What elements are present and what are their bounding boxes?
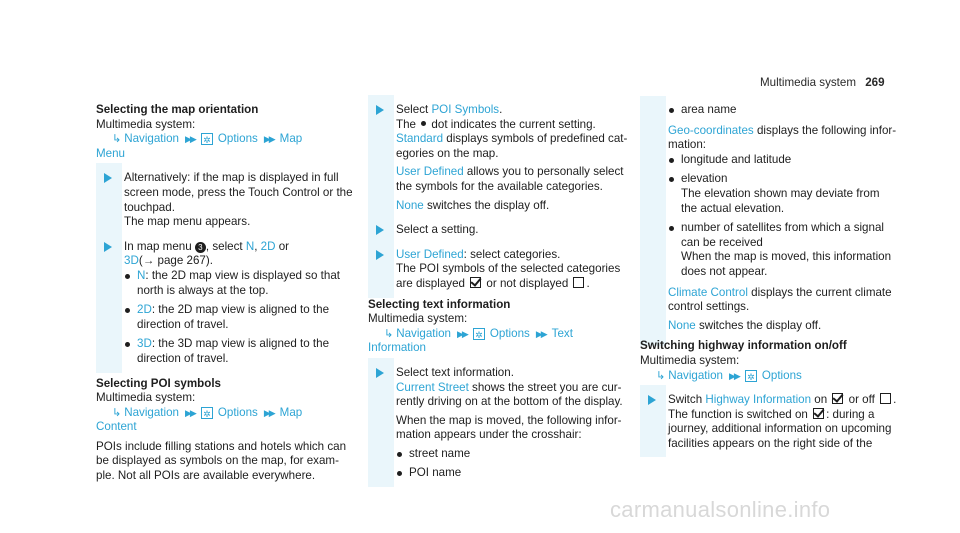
nav-path-menu: Menu — [96, 146, 126, 160]
gear-icon: ✲ — [745, 370, 757, 382]
multimedia-system-label: Multimedia system: — [96, 391, 196, 405]
step-arrow-icon — [648, 395, 656, 405]
unchecked-box-icon — [573, 277, 584, 288]
heading-map-orientation: Selecting the map orientation — [96, 103, 259, 116]
step-select-text-information: Select text information. Current Street shows the street you are cur- rently driving on at the bottom of the display. When the map is moved, the following infor- mation appears under the crosshair: street name POI name — [368, 366, 630, 481]
step-switch-highway-information: Switch Highway Information on or off . The function is switched on : during a journey, additional information on upcoming facilities appears on the right side of the — [640, 393, 908, 451]
double-chevron-icon: ▶▶ — [185, 134, 195, 145]
heading-highway-information: Switching highway information on/off — [640, 339, 847, 353]
list-item: N: the 2D map view is displayed so that north is always at the top. — [124, 269, 358, 298]
return-arrow-icon: ↳ — [384, 327, 394, 340]
list-item: longitude and latitude — [668, 153, 908, 168]
step-arrow-icon — [376, 250, 384, 260]
checked-box-icon — [832, 393, 843, 404]
multimedia-system-label: Multimedia system: — [368, 312, 468, 326]
list-item: 3D: the 3D map view is aligned to the direction of travel. — [124, 337, 358, 366]
gear-icon: ✲ — [473, 328, 485, 340]
nav-path-options: ↳ Navigation ▶▶ ✲ Options — [656, 368, 802, 382]
double-chevron-icon: ▶▶ — [263, 134, 274, 145]
double-chevron-icon: ▶▶ — [535, 328, 546, 339]
dot-icon — [421, 121, 426, 126]
gear-icon: ✲ — [201, 407, 213, 419]
step-arrow-icon — [376, 225, 384, 235]
page-header-title: Multimedia system — [760, 76, 856, 89]
unchecked-box-icon — [880, 393, 891, 404]
nav-path-content: Content — [96, 420, 137, 434]
multimedia-system-label: Multimedia system: — [96, 117, 196, 131]
map-view-options — [124, 269, 358, 367]
list-item: street name — [396, 447, 630, 462]
page-number: 269 — [865, 76, 885, 89]
gear-icon: ✲ — [201, 133, 213, 145]
watermark: carmanualsonline.info — [610, 497, 831, 522]
double-chevron-icon: ▶▶ — [457, 328, 467, 339]
step-arrow-icon — [104, 242, 112, 252]
checked-box-icon — [813, 408, 824, 419]
list-item: area name — [668, 103, 908, 118]
nav-path-map-content: ↳ Navigation ▶▶ ✲ Options ▶▶ Map — [112, 405, 303, 419]
poi-paragraph: POIs include filling stations and hotels which can be displayed as symbols on the map, for exam- ple. Not all POIs are available everywhere. — [96, 439, 347, 483]
double-chevron-icon: ▶▶ — [263, 407, 274, 418]
heading-text-information: Selecting text information — [368, 297, 511, 311]
column-2 — [368, 103, 630, 481]
step-user-defined: User Defined: select categories. The POI symbols of the selected categories are displayed or not displayed . — [368, 248, 630, 292]
nav-path-map-menu: ↳ Navigation ▶▶ ✲ Options ▶▶ Map — [112, 132, 303, 146]
step-select-poi-symbols: Select POI Symbols. The dot indicates the current setting. Standard displays symbols of predefined cat- egories on the map. User Defined allows you to personally select the symbols for the available categories. None switches the display off. — [368, 103, 630, 213]
list-item: POI name — [396, 466, 630, 481]
return-arrow-icon: ↳ — [112, 406, 122, 419]
return-arrow-icon: ↳ — [656, 369, 666, 382]
multimedia-system-label: Multimedia system: — [640, 353, 740, 367]
page-header — [760, 76, 934, 91]
list-item: 2D: the 2D map view is aligned to the direction of travel. — [124, 303, 358, 332]
double-chevron-icon: ▶▶ — [185, 407, 195, 418]
list-item: elevation The elevation shown may deviate from the actual elevation. — [668, 172, 908, 216]
step-arrow-icon — [104, 173, 112, 183]
step-map-menu: In map menu 3 , select N, 2D or 3D(→ page 267). N: the 2D map view is displayed so that north is always at the top. 2D: the 2D map view is aligned to the direction of travel. 3D: the 3D map view is aligned to the direction of travel. — [96, 240, 358, 367]
column-1 — [96, 103, 358, 484]
step-arrow-icon — [376, 368, 384, 378]
geo-coordinates-list — [668, 153, 908, 280]
double-chevron-icon: ▶▶ — [729, 370, 739, 381]
step-select-setting: Select a setting. — [368, 223, 630, 238]
step-alternatively: Alternatively: if the map is displayed in full screen mode, press the Touch Control or the touchpad. The map menu appears. — [96, 171, 358, 229]
crosshair-info-list — [396, 447, 630, 481]
column-3: area name Geo-coordinates displays the following infor- mation: longitude and latitude elevation The elevation shown may deviate from the actual elevation. number of satellites from which a signal can be received When the map is moved, this information does not appear. Climate Control displays the current climate control settings. None switches the display off. Switching highway information on/off Multimedia system: ↳ Navigation ▶▶ ✲ Options Switch Highway Information on or off . The function is switched on : during a journey, additional information on upcoming facilities appears on the right side of the — [640, 103, 908, 451]
checked-box-icon — [470, 277, 481, 288]
heading-poi-symbols: Selecting POI symbols — [96, 376, 221, 390]
return-arrow-icon: ↳ — [112, 133, 122, 146]
nav-path-information: Information — [368, 341, 426, 355]
text-info-list-cont — [668, 103, 908, 118]
step-arrow-icon — [376, 105, 384, 115]
list-item: number of satellites from which a signal can be received When the map is moved, this information does not appear. — [668, 221, 908, 279]
number-badge: 3 — [195, 242, 206, 253]
nav-path-text-information: ↳ Navigation ▶▶ ✲ Options ▶▶ Text — [384, 326, 573, 340]
